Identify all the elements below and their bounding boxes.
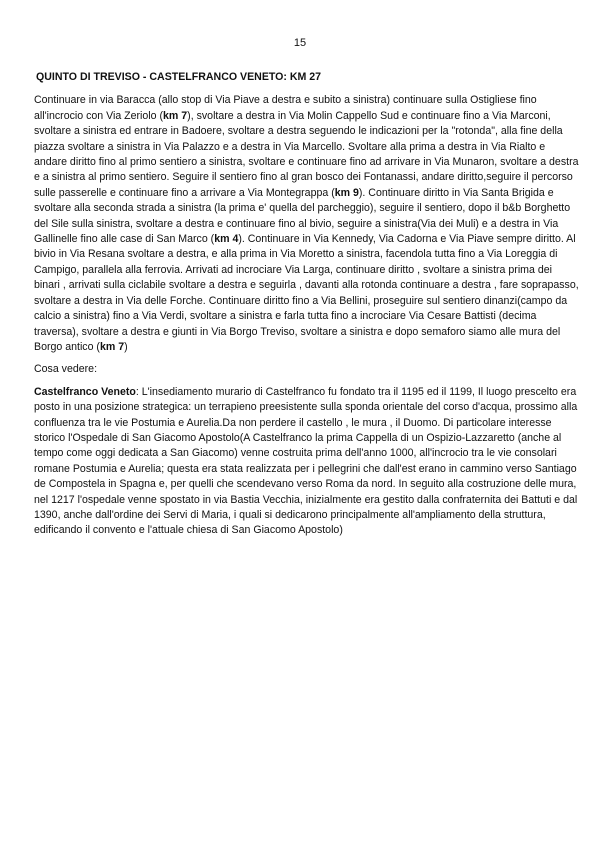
route-text-5: ) <box>124 340 128 353</box>
route-text-4: ). Continuare in Via Kennedy, Via Cadorna e Via Piave sempre diritto. Al bivio in Via Resana svoltare a destra, e alla prima in Via Moretto a sinistra, facendola tutta fino a Via Loreggia di Campigo, parallela alla ferrovia. Arrivati ad incrociare Via Larga, continuare diritto , svoltare a sinistra prima dei binari , arrivati sulla ciclabile svoltare a destra e seguirla , davanti alla rotonda continuare a destra , fare soprapasso, svoltare a destra in Via delle Forche. Continuare diritto fino a Via Bellini, proseguire sul sentiero dinanzi(campo da calcio a sinistra) fino a Via Verdi, svoltare a sinistra e farla tutta fino a incrociare Via Cesare Battisti (decima traversa), svoltare a destra e giunti in Via Borgo Treviso, svoltare a sinistra e dopo semaforo siamo alle mura del Borgo antico ( <box>34 233 579 353</box>
route-description <box>34 93 580 355</box>
km-label-3: km 4 <box>214 233 239 246</box>
section-heading: QUINTO DI TREVISO - CASTELFRANCO VENETO: KM 27 <box>36 71 322 83</box>
route-text-2: ), svoltare a destra in Via Molin Cappello Sud e continuare fino a Via Marconi, svoltare a sinistra ed entrare in Badoere, svoltare a destra seguendo le indicazioni per la "rotonda", alla fine della piazza svoltare a sinistra in Via Palazzo e a destra in Via Marcello. Svoltare alla prima a destra in Via Rialto e andare diritto fino al primo sentiero a sinistra, svoltare e continuare fino ad arrivare in Via Munaron, svoltare a destra e a sinistra al primo sentiero. Seguire il sentiero fino al gran bosco dei Fontanassi, andare diritto,seguire il percorso sulle passerelle e continuare fino a arrivare a Via Montegrappa ( <box>34 109 579 199</box>
route-text-1: Continuare in via Baracca (allo stop di Via Piave a destra e subito a sinistra) continuare sulla Ostigliese fino all'incrocio con Via Zeriolo ( <box>34 94 537 122</box>
page-number: 15 <box>293 37 307 49</box>
km-label-4: km 7 <box>99 340 125 353</box>
page-content <box>34 70 580 546</box>
km-label-1: km 7 <box>163 109 188 122</box>
km-label-2: km 9 <box>334 186 359 199</box>
cosa-vedere-label: Cosa vedere: <box>34 363 98 376</box>
sight-text: : L'insediamento murario di Castelfranco fu fondato tra il 1195 ed il 1199, Il luogo prescelto era posto in una posizione strategica: un terrapieno preesistente sulla sponda orientale del corso d'acqua, prossimo alla confluenza tra le vie Postumia e Aurelia.Da non perdere il castello , le mura , il Duomo. Di particolare interesse storico l'Ospedale di San Giacomo Apostolo(A Castelfranco la prima Cappella di un Ospizio-Lazzaretto (anche al tempo come oggi dedicata a San Giacomo) venne costruita prima dell'anno 1000, all'incrocio tra le vie consolari romane Postumia e Aurelia; questa era stata realizzata per i pellegrini che dall'est erano in cammino verso Santiago de Compostela in Spagna e, per quelli che scendevano verso Roma da nord. In seguito alla costruzione delle mura, nel 1217 l'ospedale venne spostato in via Bastia Vecchia, inizialmente era gestito dalla confraternita dei Battuti e dal 1390, anche dall'ordine dei Servi di Maria, i quali si dedicarono principalmente all'ampliamento della struttura, edificando il convento e l'attuale chiesa di San Giacomo Apostolo) <box>34 385 578 537</box>
sight-description <box>34 385 580 539</box>
sight-place-name: Castelfranco Veneto <box>34 385 136 398</box>
route-text-3: ). Continuare diritto in Via Santa Brigida e svoltare alla seconda strada a sinistra (la prima e' quella del parcheggio), seguire il sentiero, dopo il b&b Borghetto del Sile sulla sinistra, svoltare a destra e continuare fino al bivio, seguire a sinistra(Via dei Muli) e a destra in Via Gallinelle fino alle case di San Marco ( <box>34 186 571 246</box>
